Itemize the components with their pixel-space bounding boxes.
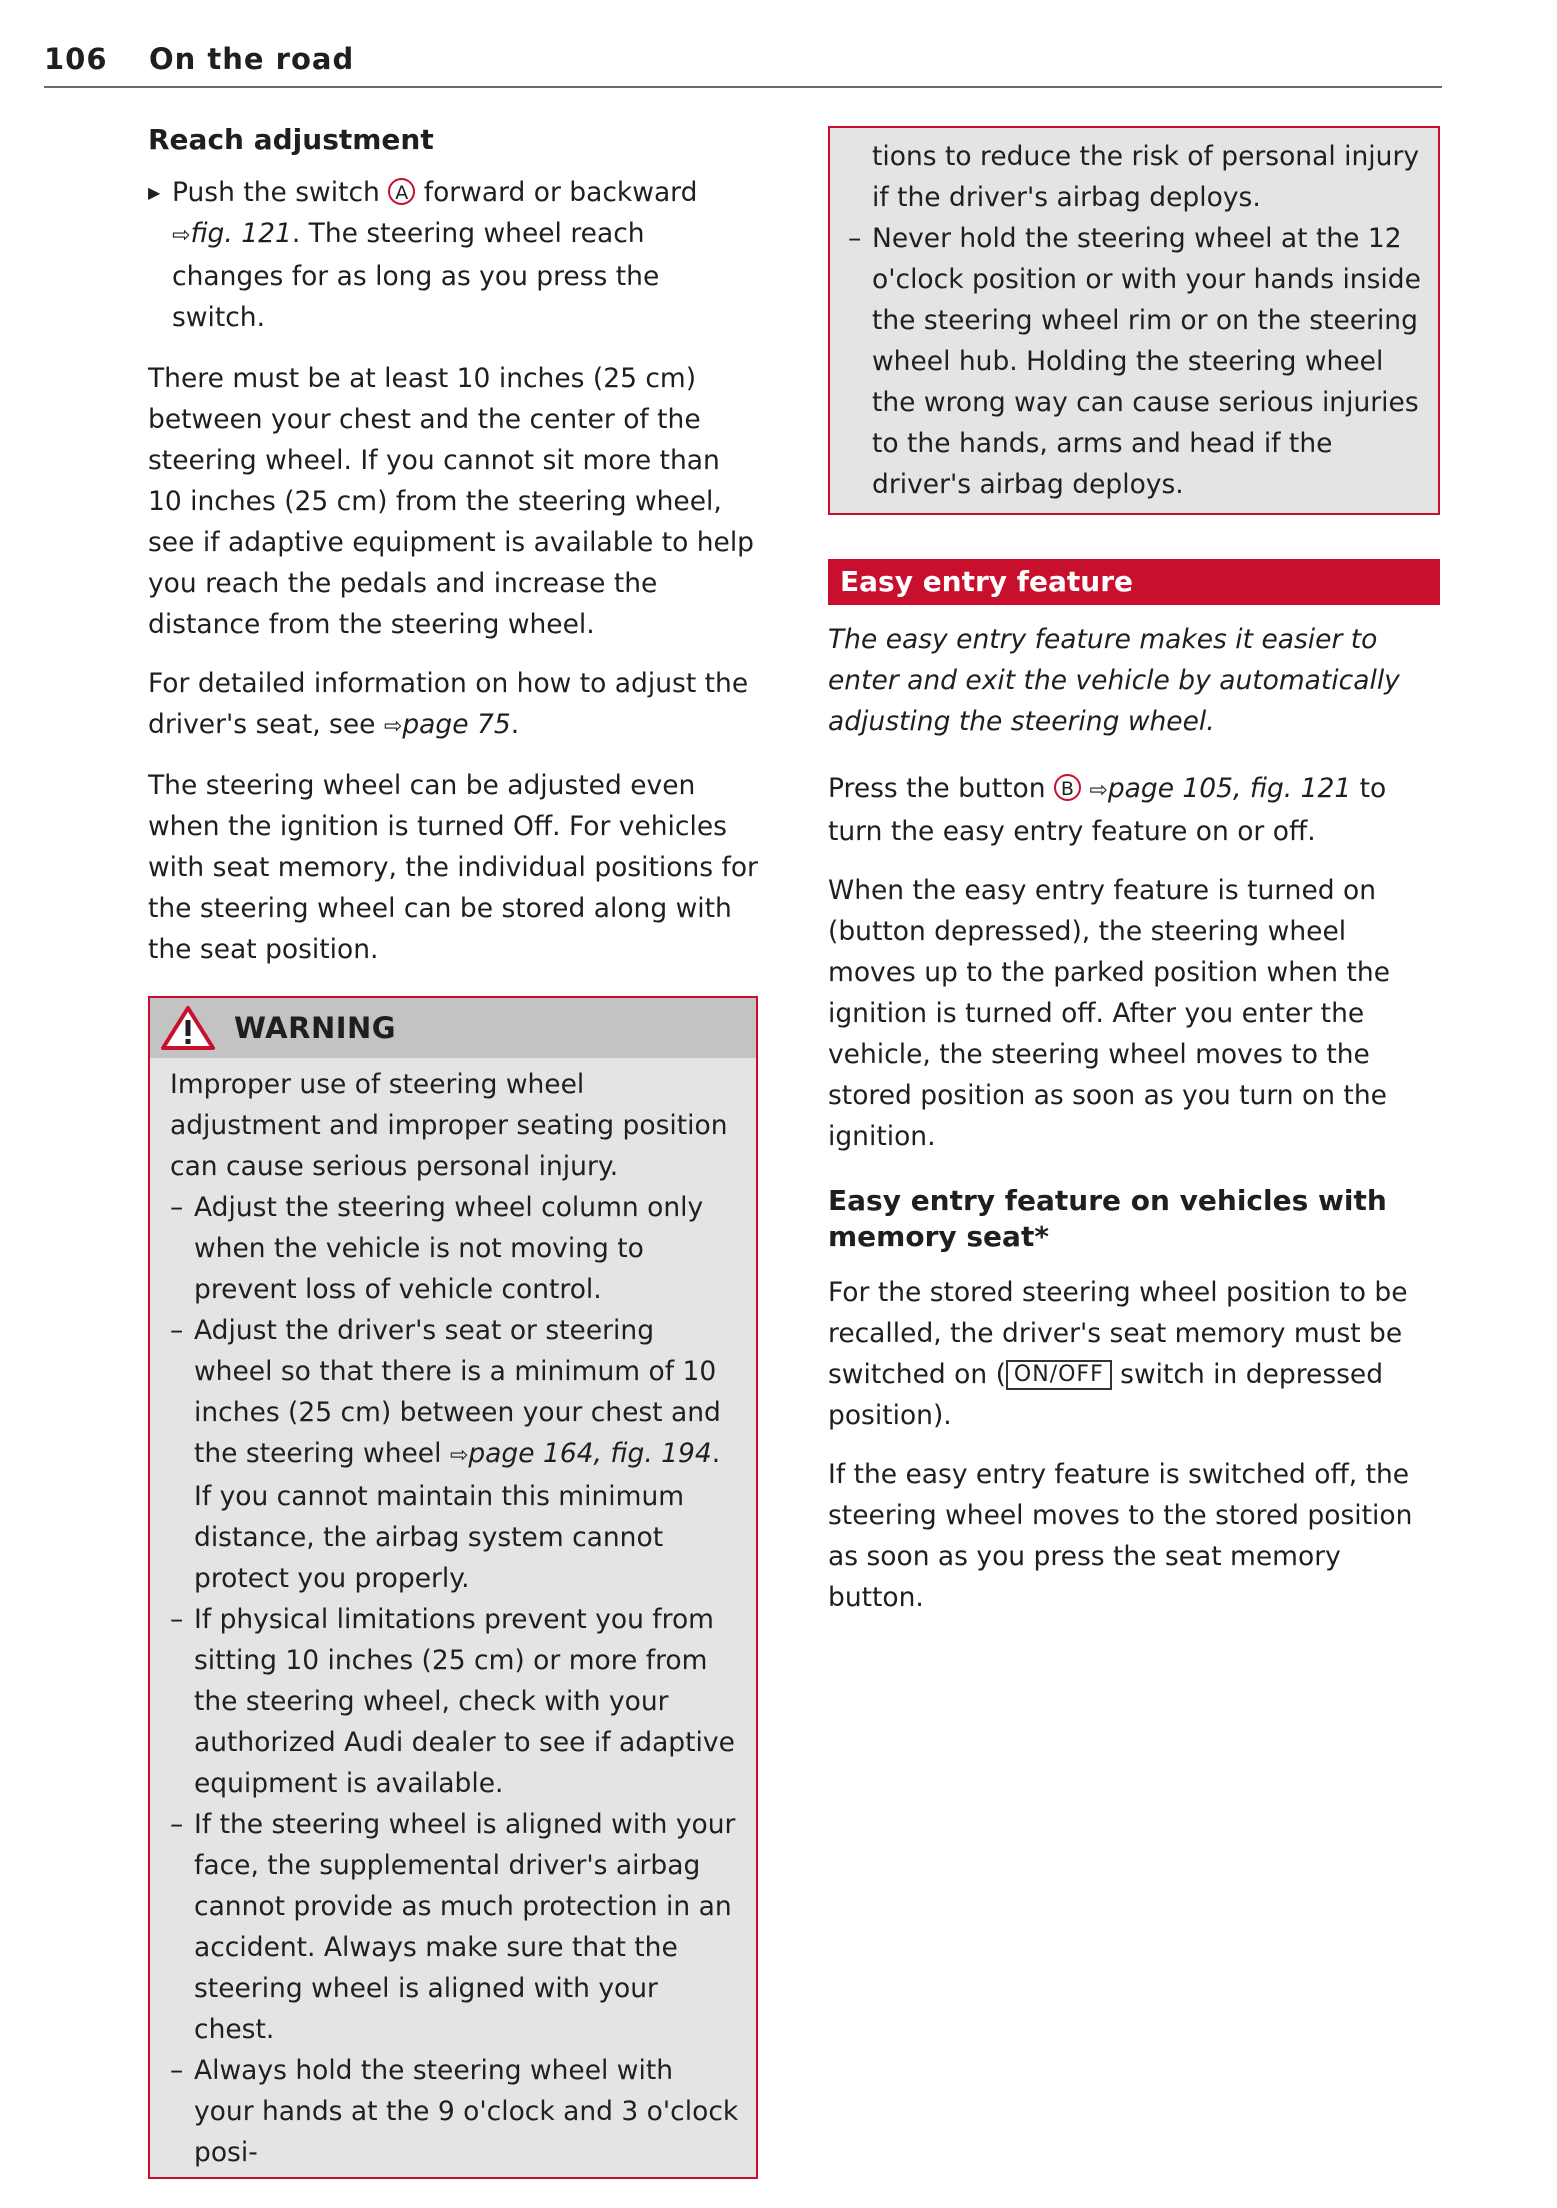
warning-item-continued: tions to reduce the risk of personal injury if the driver's airbag deploys. [872,141,1420,213]
warning-body [150,1058,756,2177]
warning-header [150,998,756,1058]
warning-title: WARNING [234,1011,397,1046]
left-column [148,122,758,2179]
warning-item: – Adjust the driver's seat or steering wheel so that there is a minimum of 10 inches (25 cm) between your chest and the steering wheel ⇨page 164, fig. 194. If you cannot maintain this minimum distance, the airbag system cannot protect you properly. [170,1315,721,1595]
warning-box-continued [828,126,1440,515]
page-header [44,40,1442,88]
step-arrow-icon: ▶ [148,183,161,203]
figure-reference[interactable]: fig. 121 [190,218,292,250]
page-number: 106 [44,42,108,76]
reference-arrow-icon: ⇨ [383,714,403,740]
warning-item: – If physical limitations prevent you from sitting 10 inches (25 cm) or more from the steering wheel, check with your authorized Audi dealer to see if adaptive equipment is available. [170,1604,735,1800]
marker-a-icon: A [388,178,415,205]
paragraph-memory: For the stored steering wheel position to be recalled, the driver's seat memory must be switched on ( ON/OFF switch in depressed position). [828,1276,1408,1431]
section-title: On the road [149,42,355,76]
warning-triangle-icon [160,1005,216,1051]
warning-item: – Always hold the steering wheel with your hands at the 9 o'clock and 3 o'clock posi- [170,2055,739,2169]
easy-entry-intro: The easy entry feature makes it easier to enter and exit the vehicle by automatically adjusting the steering wheel. [828,624,1400,737]
paragraph-ignition: The steering wheel can be adjusted even when the ignition is turned Off. For vehicles with seat memory, the individual positions for the steering wheel can be stored along with the seat position. [148,770,758,966]
warning-item: – If the steering wheel is aligned with your face, the supplemental driver's airbag cannot provide as much protection in an accident. Always make sure that the steering wheel is aligned with your chest. [170,1809,736,2046]
step-text: Push the switch A forward or backward ⇨fig. 121. The steering wheel reach changes for as long as you press the switch. [172,177,698,334]
paragraph-seat-info: For detailed information on how to adjust the driver's seat, see ⇨page 75. [148,668,749,741]
paragraph-distance: There must be at least 10 inches (25 cm) between your chest and the center of the steering wheel. If you cannot sit more than 10 inches (25 cm) from the steering wheel, see if adaptive equipment is available to help you reach the pedals and increase the distance from the steering wheel. [148,363,755,641]
page-reference[interactable]: page 164, fig. 194 [468,1438,712,1470]
paragraph-button: Press the button B ⇨page 105, fig. 121 to turn the easy entry feature on or off. [828,773,1387,847]
warning-body [830,128,1438,513]
paragraph-easy-entry-off: If the easy entry feature is switched off, the steering wheel moves to the stored position as soon as you press the seat memory button. [828,1458,1413,1613]
easy-entry-title-bar: Easy entry feature [828,559,1440,605]
warning-item: – Never hold the steering wheel at the 12 o'clock position or with your hands inside the steering wheel rim or on the steering wheel hub. Holding the steering wheel the wrong way can cause serious injuries to the hands, arms and head if the driver's airbag deploys. [848,223,1421,500]
marker-b-icon: B [1054,774,1081,801]
reference-arrow-icon: ⇨ [449,1443,469,1469]
warning-item: – Adjust the steering wheel column only when the vehicle is not moving to prevent loss of vehicle control. [170,1192,704,1306]
instruction-step [148,172,758,338]
paragraph-easy-entry-on: When the easy entry feature is turned on (button depressed), the steering wheel moves up to the parked position when the ignition is turned off. After you enter the vehicle, the steering wheel moves to the stored position as soon as you turn on the ignition. [828,875,1390,1152]
warning-intro: Improper use of steering wheel adjustment and improper seating position can cause serious personal injury. [170,1069,728,1183]
reach-adjustment-heading: Reach adjustment [148,123,434,156]
memory-seat-heading: Easy entry feature on vehicles with memory seat* [828,1184,1387,1254]
right-column [828,126,1440,1636]
reference-arrow-icon: ⇨ [172,223,191,249]
warning-box [148,996,758,2179]
page-reference[interactable]: page 105, fig. 121 [1107,773,1352,804]
page-reference[interactable]: page 75 [402,709,511,741]
on-off-key: ON/OFF [1006,1360,1112,1390]
reference-arrow-icon: ⇨ [1089,778,1108,803]
